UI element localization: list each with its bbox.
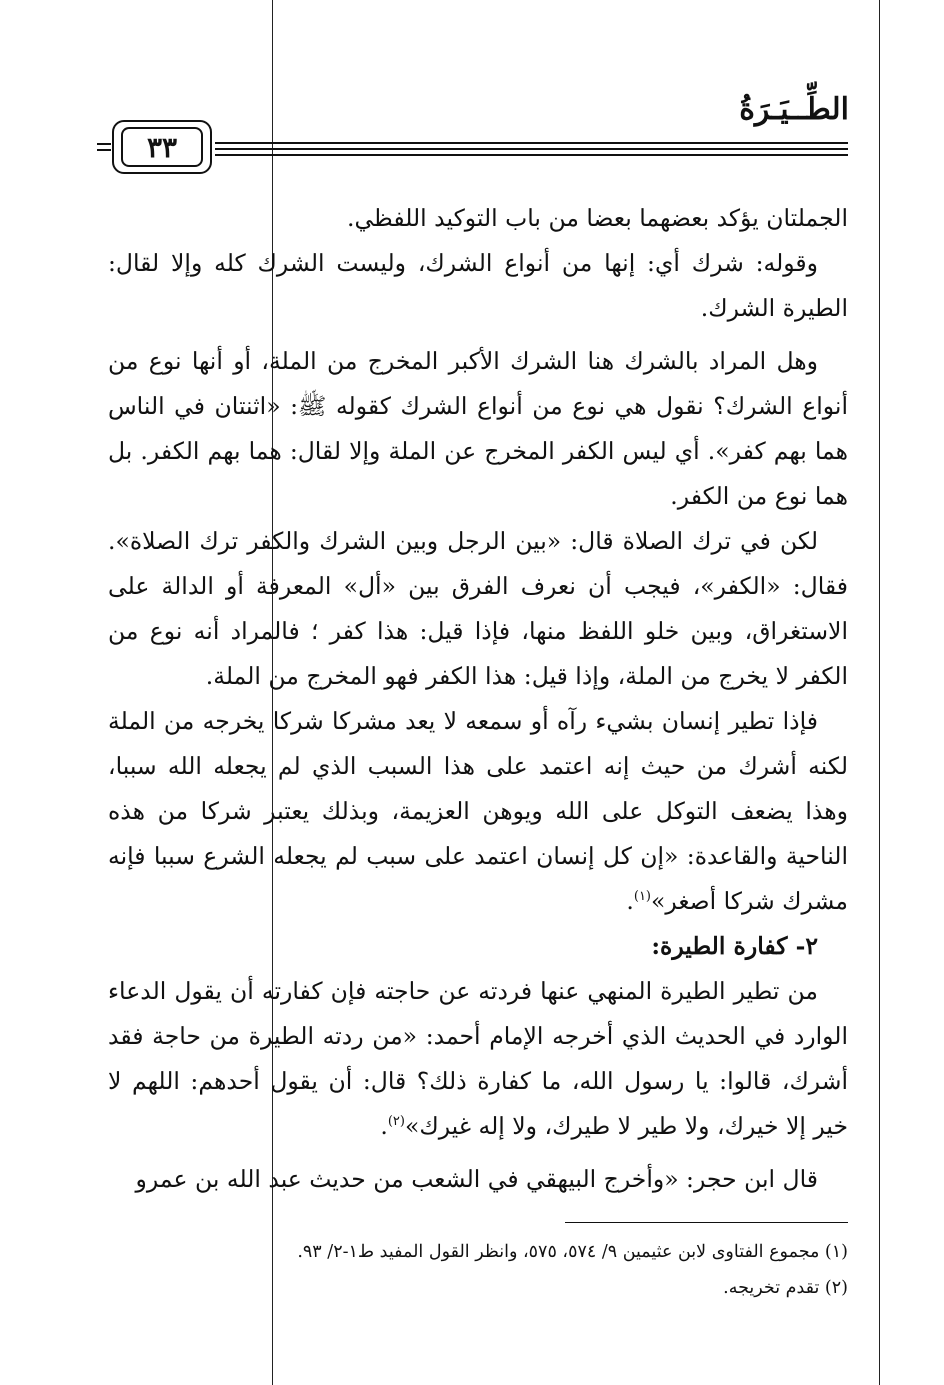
paragraph-6 [108, 969, 848, 1149]
footnote-2: (٢) تقدم تخريجه. [723, 1278, 848, 1298]
footnotes [108, 1234, 848, 1306]
footnote-1: (١) مجموع الفتاوى لابن عثيمين ٩/ ٥٧٤، ٥٧٥، وانظر القول المفيد ط١-٢/ ٩٣. [297, 1242, 848, 1262]
header-rule-3 [215, 154, 848, 156]
paragraph-5-text: فإذا تطير إنسان بشيء رآه أو سمعه لا يعد مشركا شركا يخرجه من الملة لكنه أشرك من حيث إنه اعتمد على هذا السبب الذي لم يجعله الله سببا، وهذا يضعف التوكل على الله ويوهن العزيمة، وبذلك يعتبر شركا من هذه الناحية والقاعدة: «إن كل إنسان اعتمد على سبب لم يجعله الشرع سببا فإنه مشرك شركا أصغر» [108, 707, 848, 915]
footnote-ref-1: (١) [633, 889, 651, 905]
paragraph-4: لكن في ترك الصلاة قال: «بين الرجل وبين الشرك والكفر ترك الصلاة». فقال: «الكفر»، فيجب أن نعرف الفرق بين «أل» المعرفة أو الدالة على الاستغراق، وبين خلو اللفظ منها، فإذا قيل: هذا كفر ؛ فالمراد أنه نوع من الكفر لا يخرج من الملة، وإذا قيل: هذا الكفر فهو المخرج من الملة. [108, 527, 848, 690]
section-heading: ٢- كفارة الطيرة: [651, 932, 818, 960]
footnote-ref-2: (٢) [387, 1114, 405, 1130]
paragraph-1: الجملتان يؤكد بعضهما بعضا من باب التوكيد اللفظي. [346, 204, 848, 232]
header-rule-2 [215, 148, 848, 150]
paragraph-7: قال ابن حجر: «وأخرج البيهقي في الشعب من حديث عبد الله بن عمرو [135, 1165, 818, 1193]
running-title: الطِّــيَـرَةُ [739, 92, 849, 127]
paragraph-3: وهل المراد بالشرك هنا الشرك الأكبر المخرج من الملة، أو أنها نوع من أنواع الشرك؟ نقول هي نوع من أنواع الشرك كقوله ﷺ: «اثنتان في الناس هما بهم كفر». أي ليس الكفر المخرج عن الملة وإلا لقال: هما بهم الكفر. بل هما نوع من الكفر. [108, 347, 848, 510]
page-number-frame [112, 120, 212, 174]
header-rule-1 [215, 142, 848, 144]
paragraph-5 [108, 699, 848, 924]
scan-line-right [879, 0, 880, 1385]
footnote-separator [565, 1222, 848, 1223]
page-number: ٣٣ [121, 127, 203, 167]
paragraph-5-end: . [626, 887, 634, 915]
paragraph-2: وقوله: شرك أي: إنها من أنواع الشرك، وليست الشرك كله وإلا لقال: الطيرة الشرك. [108, 249, 848, 322]
header-ornament [97, 140, 111, 154]
paragraph-6-end: . [380, 1112, 388, 1140]
main-text [108, 196, 848, 1202]
paragraph-6-text: من تطير الطيرة المنهي عنها فردته عن حاجته فإن كفارته أن يقول الدعاء الوارد في الحديث الذي أخرجه الإمام أحمد: «من ردته الطيرة من حاجة فقد أشرك، قالوا: يا رسول الله، ما كفارة ذلك؟ قال: أن يقول أحدهم: اللهم لا خير إلا خيرك، ولا طير لا طيرك، ولا إله غيرك» [108, 977, 848, 1140]
